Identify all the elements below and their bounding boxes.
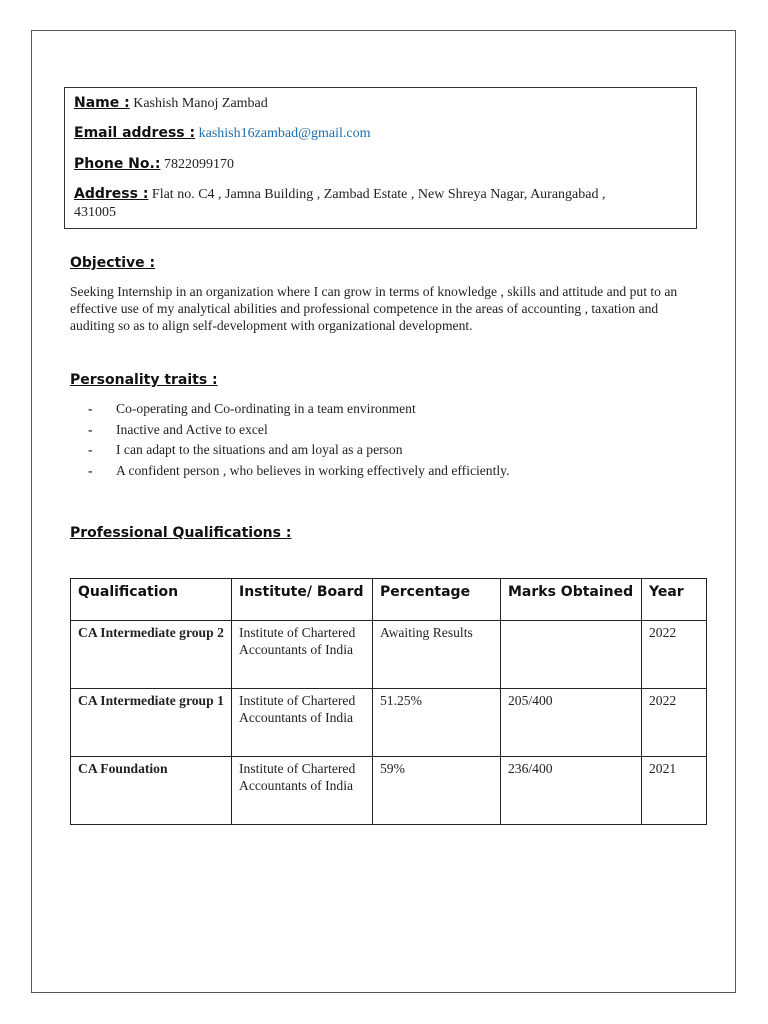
qualification-cell: CA Foundation	[71, 757, 232, 825]
institute-cell: Institute of Chartered Accountants of India	[232, 621, 373, 689]
phone-value: 7822099170	[163, 157, 234, 172]
percentage-cell: Awaiting Results	[373, 621, 501, 689]
column-header: Qualification	[71, 579, 232, 621]
trait-text: Co-operating and Co-ordinating in a team environment	[116, 401, 416, 416]
email-line	[74, 125, 371, 142]
address-postcode: 431005	[74, 205, 116, 220]
email-label: Email address :	[74, 125, 196, 141]
bullet-dash: -	[88, 401, 93, 416]
list-item	[88, 422, 509, 443]
address-line-2	[74, 205, 116, 221]
name-label: Name :	[74, 95, 130, 111]
traits-list	[88, 401, 509, 483]
table-row	[71, 621, 707, 689]
column-header: Year	[642, 579, 707, 621]
percentage-cell: 51.25%	[373, 689, 501, 757]
table-row	[71, 757, 707, 825]
address-value: Flat no. C4 , Jamna Building , Zambad Estate , New Shreya Nagar, Aurangabad ,	[151, 187, 606, 202]
qualification-cell: CA Intermediate group 1	[71, 689, 232, 757]
name-line	[74, 95, 268, 112]
address-label: Address :	[74, 186, 149, 202]
bullet-dash: -	[88, 462, 93, 478]
year-cell: 2022	[642, 621, 707, 689]
phone-line	[74, 156, 234, 173]
bullet-dash: -	[88, 421, 93, 437]
year-cell: 2021	[642, 757, 707, 825]
table-row	[71, 689, 707, 757]
institute-cell: Institute of Chartered Accountants of India	[232, 757, 373, 825]
marks-cell	[501, 621, 642, 689]
trait-text: A confident person , who believes in working effectively and efficiently.	[116, 462, 510, 478]
objective-text: Seeking Internship in an organization where I can grow in terms of knowledge , skills and attitude and put to an effective use of my analytical abilities and professional competence in the areas of accounting , taxation and auditing so as to align self-development with organizational development.	[70, 284, 678, 333]
address-line	[74, 186, 605, 203]
marks-cell: 236/400	[501, 757, 642, 825]
list-item	[88, 442, 509, 463]
phone-label: Phone No.:	[74, 156, 161, 172]
trait-text: Inactive and Active to excel	[116, 421, 268, 437]
qualifications-heading: Professional Qualifications :	[70, 525, 292, 541]
email-link[interactable]: kashish16zambad@gmail.com	[198, 126, 371, 141]
name-value: Kashish Manoj Zambad	[133, 96, 268, 111]
marks-cell: 205/400	[501, 689, 642, 757]
objective-heading: Objective :	[70, 255, 156, 271]
column-header: Marks Obtained	[501, 579, 642, 621]
institute-cell: Institute of Chartered Accountants of India	[232, 689, 373, 757]
column-header: Institute/ Board	[232, 579, 373, 621]
bullet-dash: -	[88, 442, 93, 457]
trait-text: I can adapt to the situations and am loyal as a person	[116, 442, 403, 457]
table-header-row	[71, 579, 707, 621]
list-item	[88, 401, 509, 422]
qualifications-table	[70, 578, 707, 825]
percentage-cell: 59%	[373, 757, 501, 825]
qualification-cell: CA Intermediate group 2	[71, 621, 232, 689]
year-cell: 2022	[642, 689, 707, 757]
column-header: Percentage	[373, 579, 501, 621]
traits-heading: Personality traits :	[70, 372, 218, 388]
list-item	[88, 463, 509, 484]
